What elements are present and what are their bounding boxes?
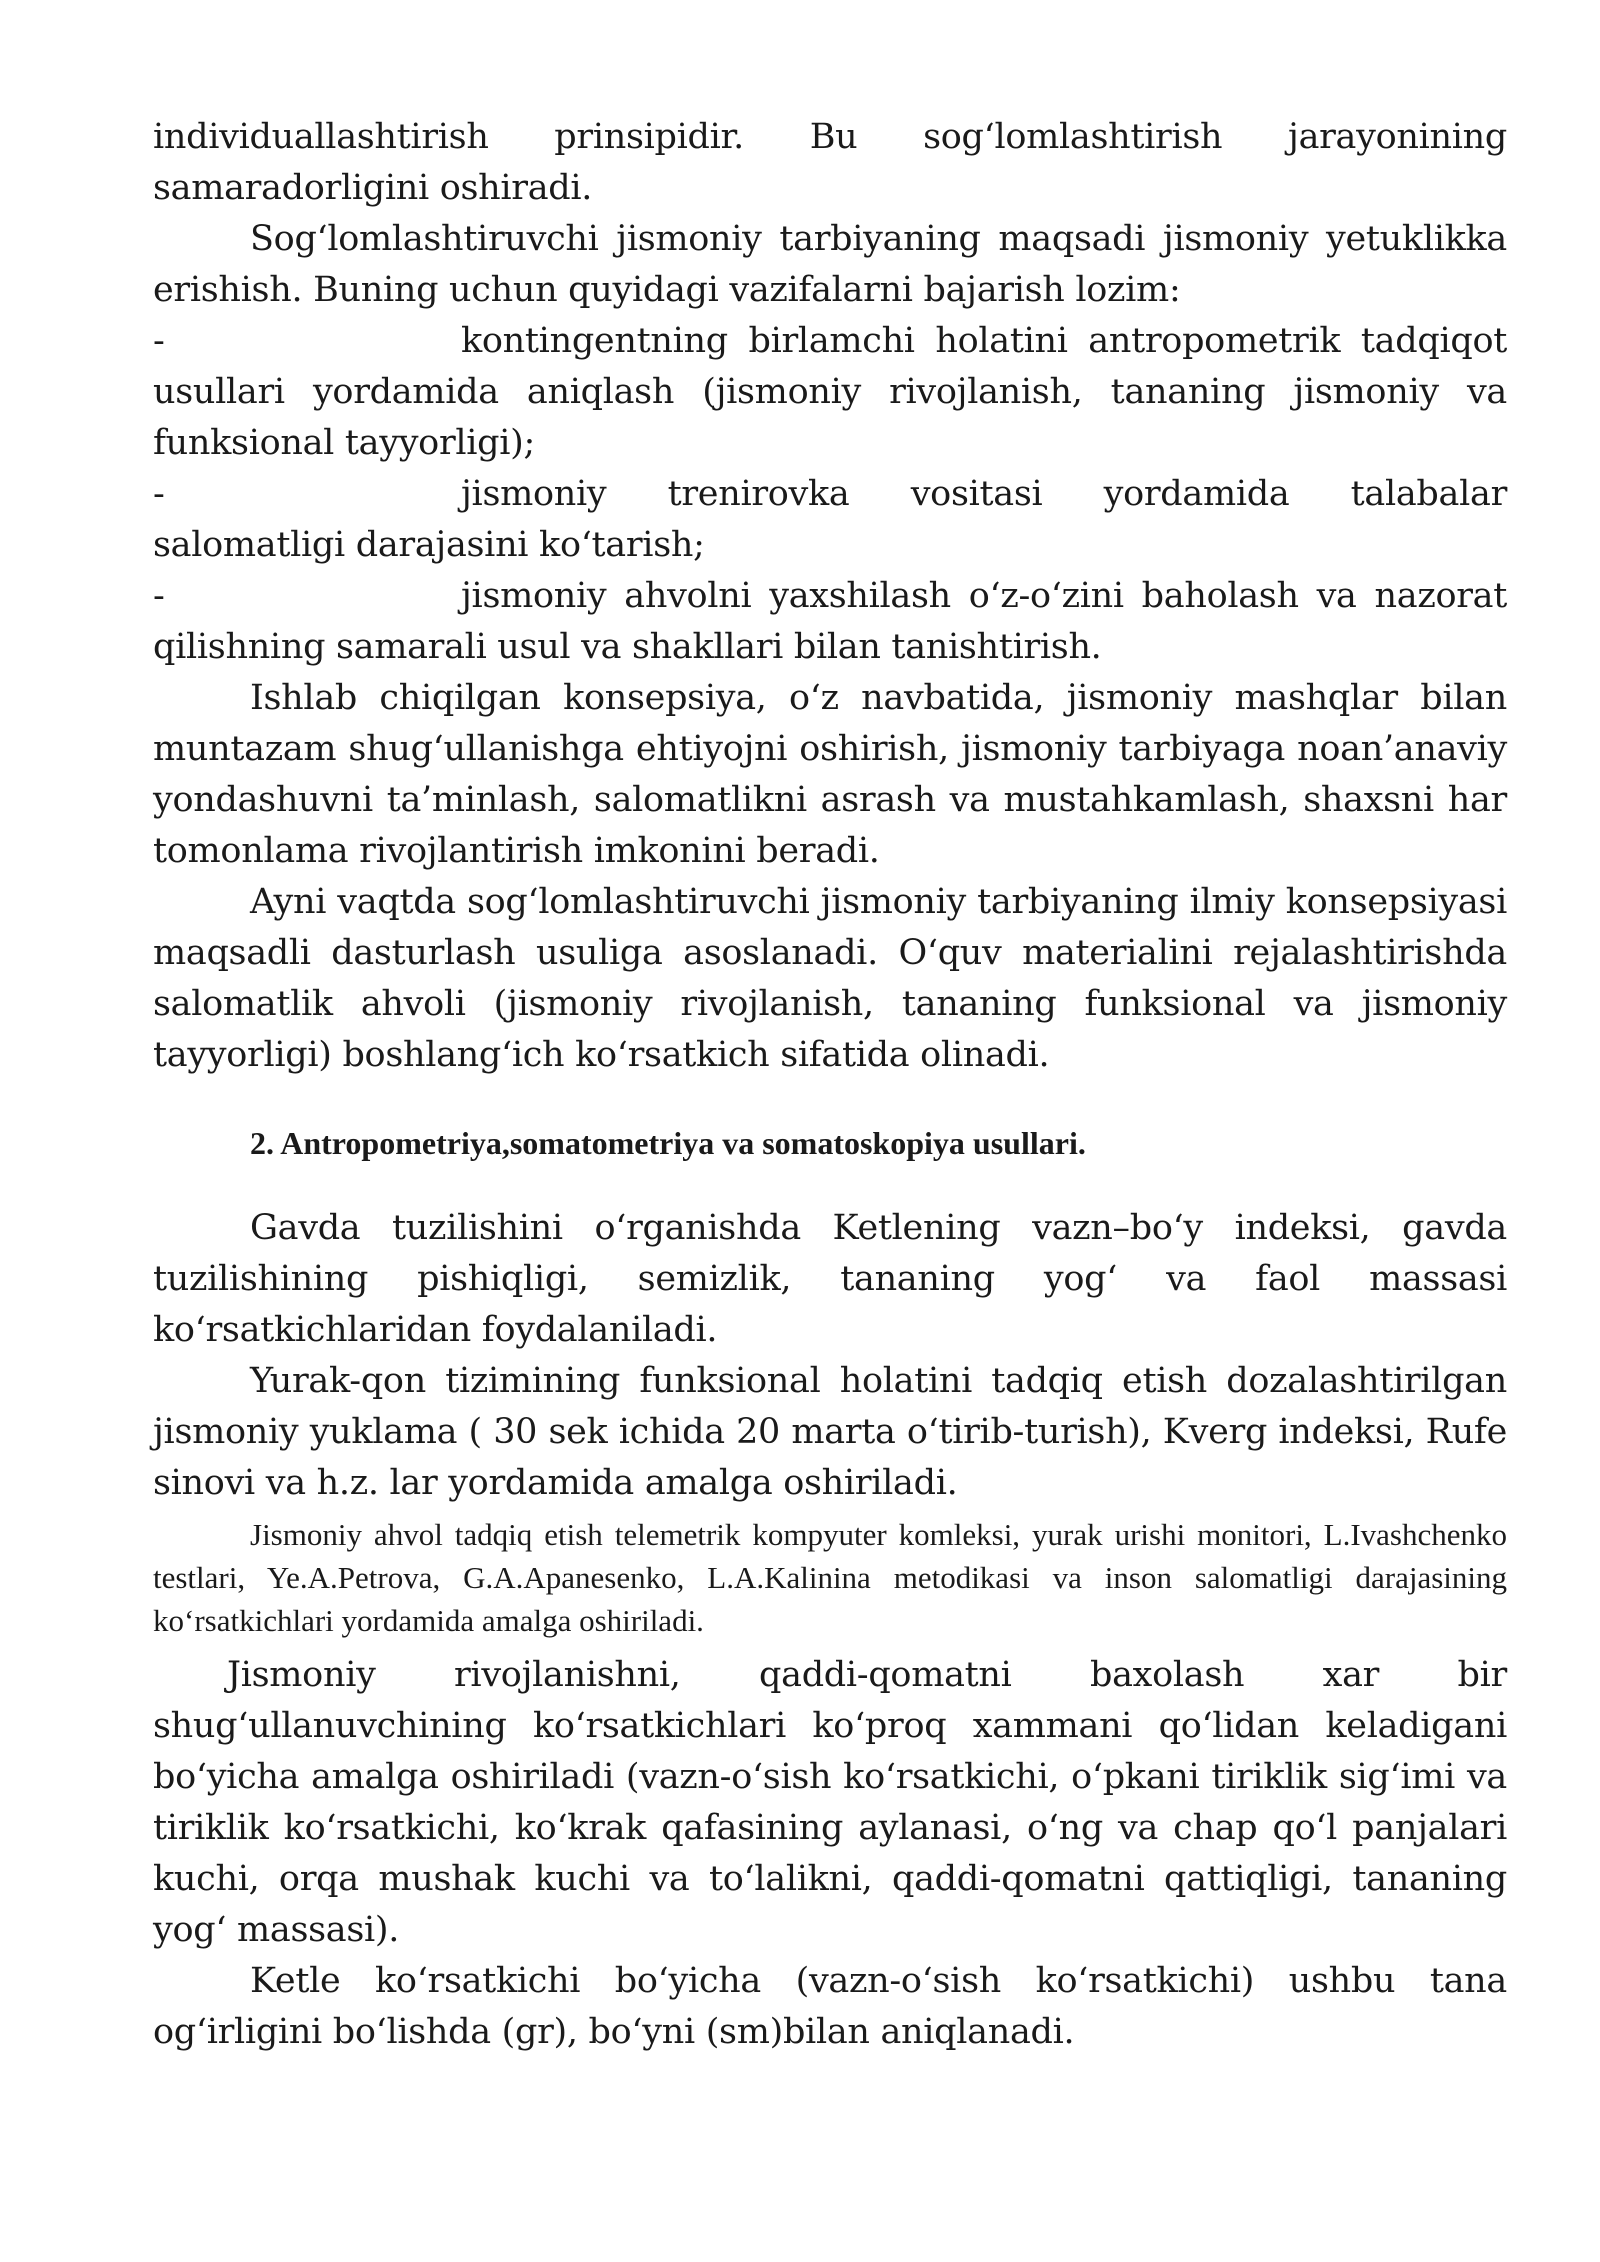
list-dash: - — [153, 321, 165, 361]
paragraph-7-small: Jismoniy ahvol tadqiq etish telemetrik kompyuter komleksi, yurak urishi monitori, L.Ivashchenko testlari, Ye.A.Petrova, G.A.Apanesenko, L.A.Kalinina metodikasi va inson salomatligi darajasining ko‘rsatkichlari yordamida amalga oshiriladi. — [153, 1517, 1507, 1638]
paragraph-3: Ishlab chiqilgan konsepsiya, o‘z navbatida, jismoniy mashqlar bilan muntazam shug‘ullanishga ehtiyojni oshirish, jismoniy tarbiyaga noan’anaviy yondashuvni ta’minlash, salomatlikni asrash va mustahkamlash, shaxsni har tomonlama rivojlantirish imkonini beradi. — [153, 678, 1507, 871]
paragraph-2: Sog‘lomlashtiruvchi jismoniy tarbiyaning maqsadi jismoniy yetuklikka erishish. Buning uchun quyidagi vazifalarni bajarish lozim: — [153, 219, 1507, 310]
section-heading: 2. Antropometriya,somatometriya va somatoskopiya usullari. — [250, 1125, 1086, 1161]
list-item — [153, 316, 1507, 469]
paragraph-1: individuallashtirish prinsipidir. Bu sog‘lomlashtirish jarayonining samaradorligini oshiradi. — [153, 117, 1507, 208]
document-page — [153, 112, 1507, 2058]
paragraph-5: Gavda tuzilishini o‘rganishda Ketlening vazn–bo‘y indeksi, gavda tuzilishining pishiqligi, semizlik, tananing yog‘ va faol massasi ko‘rsatkichlaridan foydalaniladi. — [153, 1208, 1507, 1350]
list-item — [153, 469, 1507, 571]
list-item-text: jismoniy ahvolni yaxshilash o‘z-o‘zini baholash va nazorat qilishning samarali usul va shakllari bilan tanishtirish. — [153, 576, 1507, 667]
list-item-text: jismoniy trenirovka vositasi yordamida talabalar salomatligi darajasini ko‘tarish; — [153, 474, 1507, 565]
paragraph-9: Ketle ko‘rsatkichi bo‘yicha (vazn-o‘sish ko‘rsatkichi) ushbu tana og‘irligini bo‘lishda (gr), bo‘yni (sm)bilan aniqlanadi. — [153, 1961, 1507, 2052]
list-dash: - — [153, 474, 165, 514]
list-item-text: kontingentning birlamchi holatini antropometrik tadqiqot usullari yordamida aniqlash (jismoniy rivojlanish, tananing jismoniy va funksional tayyorligi); — [153, 321, 1507, 463]
paragraph-6: Yurak-qon tizimining funksional holatini tadqiq etish dozalashtirilgan jismoniy yuklama ( 30 sek ichida 20 marta o‘tirib-turish), Kverg indeksi, Rufe sinovi va h.z. lar yordamida amalga oshiriladi. — [153, 1361, 1507, 1503]
paragraph-8: Jismoniy rivojlanishni, qaddi-qomatni baxolash xar bir shug‘ullanuvchining ko‘rsatkichlari ko‘proq xammani qo‘lidan keladigani bo‘yicha amalga oshiriladi (vazn-o‘sish ko‘rsatkichi, o‘pkani tiriklik sig‘imi va tiriklik ko‘rsatkichi, ko‘krak qafasining aylanasi, o‘ng va chap qo‘l panjalari kuchi, orqa mushak kuchi va to‘lalikni, qaddi-qomatni qattiqligi, tananing yog‘ massasi). — [153, 1655, 1507, 1950]
list-item — [153, 571, 1507, 673]
list-dash: - — [153, 576, 165, 616]
paragraph-4: Ayni vaqtda sog‘lomlashtiruvchi jismoniy tarbiyaning ilmiy konsepsiyasi maqsadli dasturlash usuliga asoslanadi. O‘quv materialini rejalashtirishda salomatlik ahvoli (jismoniy rivojlanish, tananing funksional va jismoniy tayyorligi) boshlang‘ich ko‘rsatkich sifatida olinadi. — [153, 882, 1507, 1075]
